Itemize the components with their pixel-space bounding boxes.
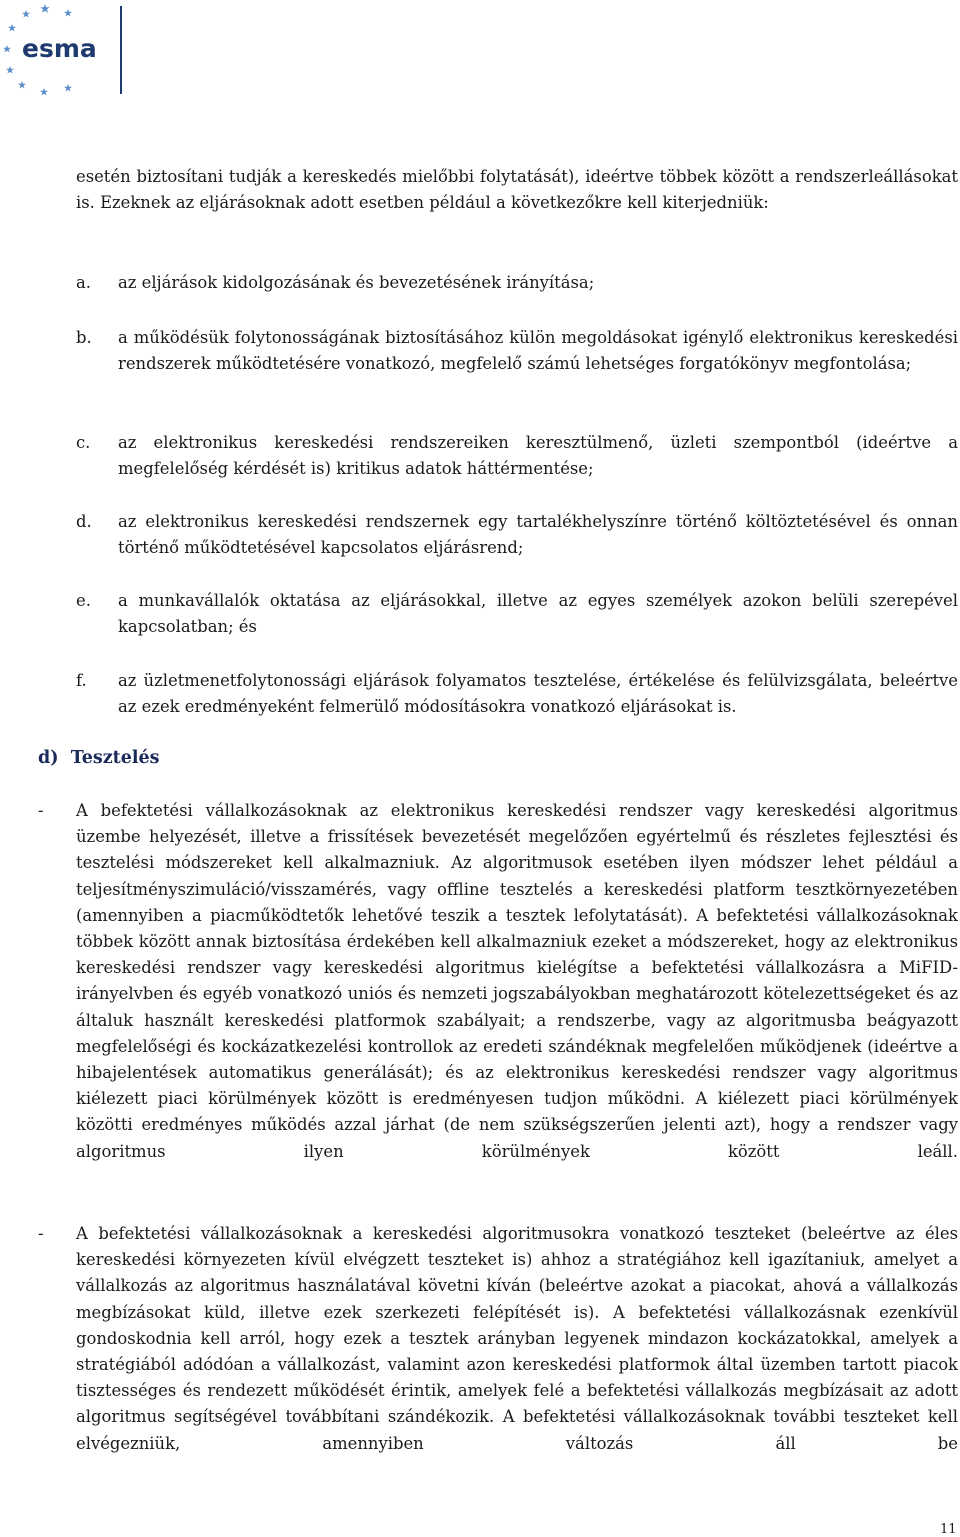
list-item-text: a működésük folytonosságának biztosításához külön megoldásokat igénylő elektronikus kereskedési rendszerek működtetésére vonatkozó, megfelelő számú lehetséges forgatókönyv megfontolása; (118, 328, 958, 374)
intro-paragraph: esetén biztosítani tudják a kereskedés mielőbbi folytatását), ideértve többek között a rendszerleállásokat is. Ezeknek az eljárásoknak adott esetben például a következőkre kell kiterjedniük: (76, 167, 958, 213)
list-marker: e. (76, 591, 91, 610)
list-marker: c. (76, 433, 91, 452)
list-marker: f. (76, 671, 87, 690)
list-item-text: a munkavállalók oktatása az eljárásokkal, illetve az egyes személyek azokon belüli szerepével kapcsolatban; és (118, 591, 958, 637)
section-heading: d) Tesztelés (38, 748, 160, 768)
list-item-text: az üzletmenetfolytonossági eljárások folyamatos tesztelése, értékelése és felülvizsgálata, beleértve az ezek eredményeként felmerülő módosításokra vonatkozó eljárásokat is. (118, 671, 958, 717)
header-divider (120, 6, 122, 94)
esma-logo (0, 0, 110, 105)
page-number: 11 (940, 1522, 957, 1537)
list-marker: a. (76, 273, 91, 292)
list-marker: d. (76, 512, 92, 531)
bullet-marker: - (38, 801, 44, 820)
list-item-text: az elektronikus kereskedési rendszernek egy tartalékhelyszínre történő költöztetésével és onnan történő működtetésével kapcsolatos eljárásrend; (118, 512, 958, 558)
list-item-text: az eljárások kidolgozásának és bevezetésének irányítása; (118, 273, 595, 292)
bullet-text: A befektetési vállalkozásoknak a kereskedési algoritmusokra vonatkozó teszteket (beleértve az éles kereskedési környezeten kívül elvégzett teszteket is) ahhoz a stratégiához kell igazítaniuk, amelyet a vállalkozás az algoritmus használatával követni kíván (beleértve azokat a piacokat, ahová a vállalkozás megbízásokat küld, illetve ezek szerkezeti felépítését is). A befektetési vállalkozásnak ezenkívül gondoskodnia kell arról, hogy ezek a tesztek arányban legyenek mindazon kockázatokkal, amelyek a stratégiából adódóan a vállalkozást, valamint azon kereskedési platformok által üzemben tartott piacok tisztességes és rendezett működését érintik, amelyek felé a befektetési vállalkozás megbízásait az adott algoritmus segítségével továbbítani szándékozik. A befektetési vállalkozásoknak további teszteket kell elvégezniük, amennyiben változás áll be (76, 1224, 958, 1453)
list-item-text: az elektronikus kereskedési rendszereiken keresztülmenő, üzleti szempontból (ideértve a megfelelőség kérdését is) kritikus adatok háttérmentése; (118, 433, 958, 479)
list-marker: b. (76, 328, 92, 347)
bullet-text: A befektetési vállalkozásoknak az elektronikus kereskedési rendszer vagy kereskedési algoritmus üzembe helyezését, illetve a frissítések bevezetését megelőzően egyértelmű és részletes fejlesztési és tesztelési módszereket kell alkalmazniuk. Az algoritmusok esetében ilyen módszer lehet például a teljesítményszimuláció/visszamérés, vagy offline tesztelés a kereskedési platform tesztkörnyezetében (amennyiben a piacműködtetők lehetővé teszik a tesztek lefolytatását). A befektetési vállalkozásoknak többek között annak biztosítása érdekében kell alkalmazniuk ezeket a módszereket, hogy az elektronikus kereskedési rendszer vagy kereskedési algoritmus kielégítse a befektetési vállalkozásra a MiFID-irányelvben és egyéb vonatkozó uniós és nemzeti jogszabályokban meghatározott kötelezettségeket és az általuk használt kereskedési platformok szabályait; a rendszerbe, vagy az algoritmusba beágyazott megfelelőségi és kockázatkezelési kontrollok az eredeti szándéknak megfelelően működjenek (ideértve a hibajelentések automatikus generálását); és az elektronikus kereskedési rendszer vagy algoritmus kiélezett piaci körülmények között is eredményesen tudjon működni. A kiélezett piaci körülmények közötti eredményes működés azzal járhat (de nem szükségszerűen jelenti azt), hogy a rendszer vagy algoritmus ilyen körülmények között leáll. (76, 801, 958, 1161)
logo-text: esma (22, 34, 97, 63)
bullet-marker: - (38, 1224, 44, 1243)
